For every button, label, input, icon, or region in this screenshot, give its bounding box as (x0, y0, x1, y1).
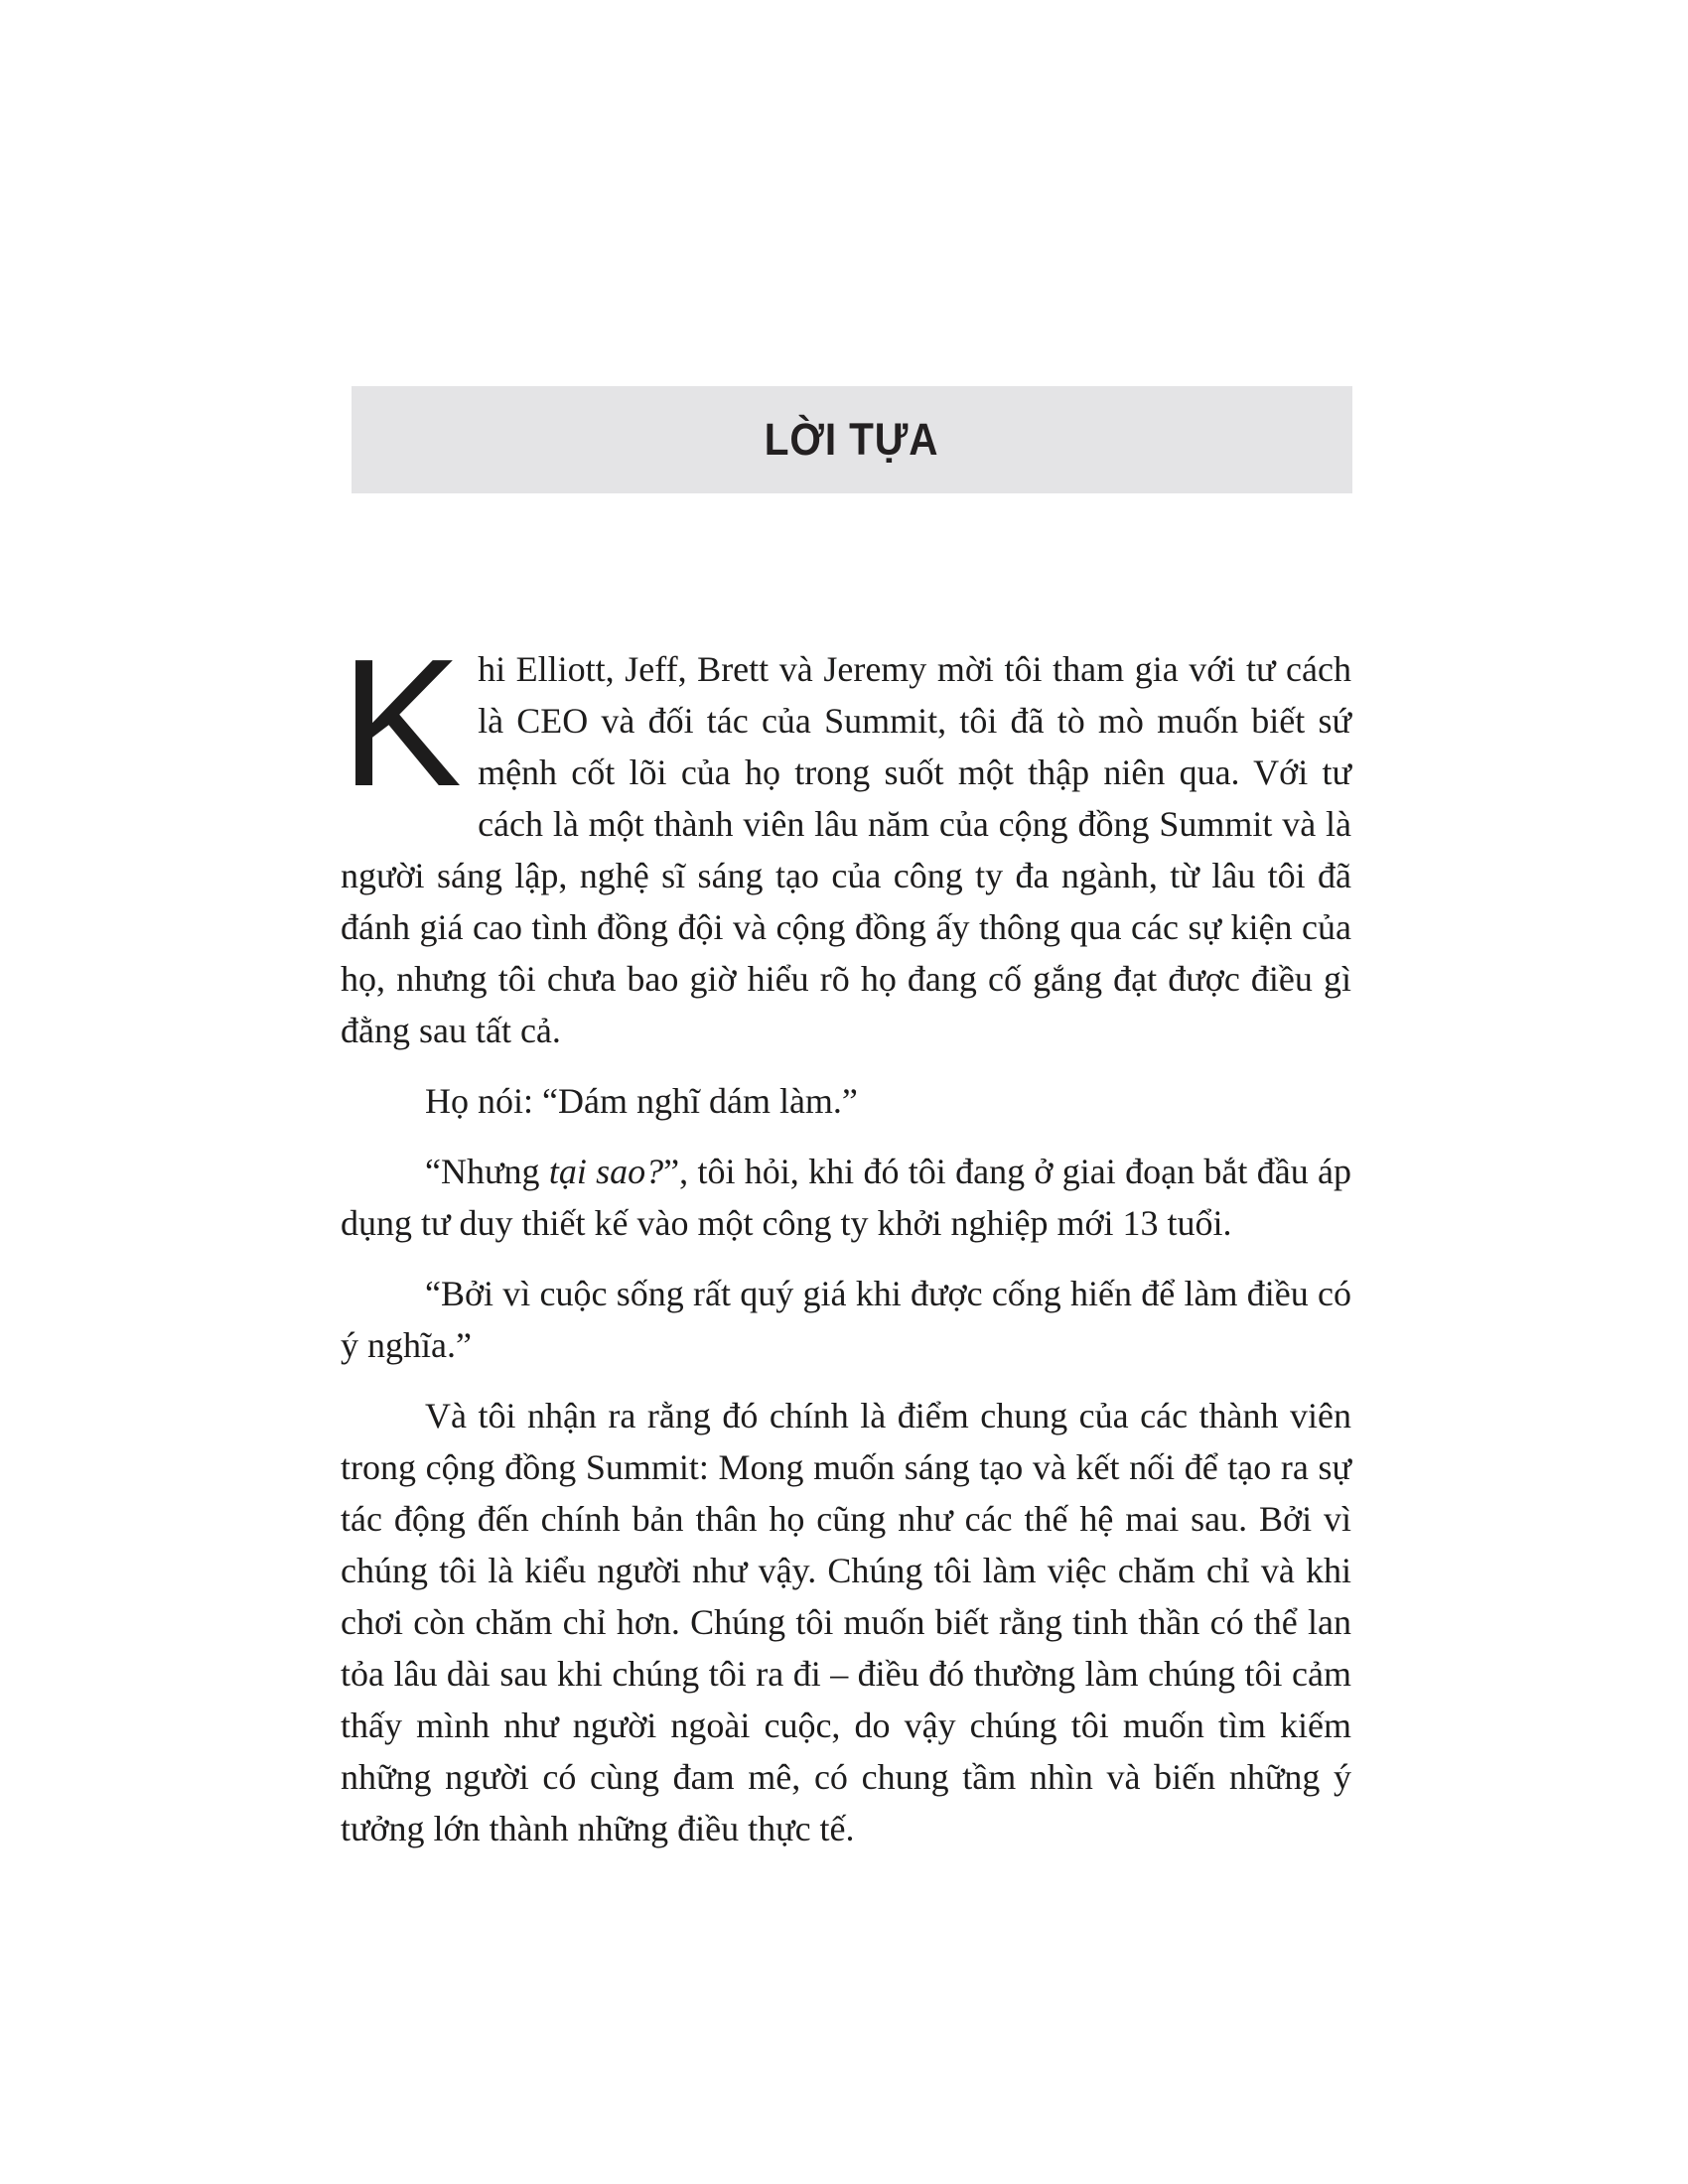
drop-cap-letter: K (341, 620, 463, 824)
preface-body (341, 620, 1352, 1873)
chapter-banner (352, 386, 1352, 493)
paragraph-4-text: “Bởi vì cuộc sống rất quý giá khi được cống hiến để làm điều có ý nghĩa.” (341, 1274, 1351, 1365)
paragraph-2-text: Họ nói: “Dám nghĩ dám làm.” (425, 1081, 858, 1121)
paragraph-3-post: ”, tôi hỏi, khi đó tôi đang ở giai đoạn bắt đầu áp dụng tư duy thiết kế vào một công ty khởi nghiệp mới 13 tuổi. (341, 1152, 1352, 1243)
paragraph-1 (341, 620, 1351, 1056)
paragraph-5-text: Và tôi nhận ra rằng đó chính là điểm chung của các thành viên trong cộng đồng Summit: Mong muốn sáng tạo và kết nối để tạo ra sự tác động đến chính bản thân họ cũng như các thế hệ mai sau. Bởi vì chúng tôi là kiểu người như vậy. Chúng tôi làm việc chăm chỉ và khi chơi còn chăm chỉ hơn. Chúng tôi muốn biết rằng tinh thần có thể lan tỏa lâu dài sau khi chúng tôi ra đi – điều đó thường làm chúng tôi cảm thấy mình như người ngoài cuộc, do vậy chúng tôi muốn tìm kiếm những người có cùng đam mê, có chung tầm nhìn và biến những ý tưởng lớn thành những điều thực tế. (341, 1396, 1351, 1848)
paragraph-2 (341, 1075, 1351, 1127)
paragraph-1-text: hi Elliott, Jeff, Brett và Jeremy mời tôi tham gia với tư cách là CEO và đối tác của Summit, tôi đã tò mò muốn biết sứ mệnh cốt lõi của họ trong suốt một thập niên qua. Với tư cách là một thành viên lâu năm của cộng đồng Summit và là người sáng lập, nghệ sĩ sáng tạo của công ty đa ngành, từ lâu tôi đã đánh giá cao tình đồng đội và cộng đồng ấy thông qua các sự kiện của họ, nhưng tôi chưa bao giờ hiểu rõ họ đang cố gắng đạt được điều gì đằng sau tất cả. (341, 649, 1351, 1050)
paragraph-3-pre: “Nhưng (425, 1152, 549, 1191)
paragraph-5 (341, 1390, 1351, 1854)
paragraph-4 (341, 1268, 1351, 1371)
paragraph-3-italic: tại sao? (548, 1152, 664, 1191)
paragraph-3 (341, 1146, 1351, 1249)
chapter-title: LỜI TỰA (765, 414, 939, 465)
